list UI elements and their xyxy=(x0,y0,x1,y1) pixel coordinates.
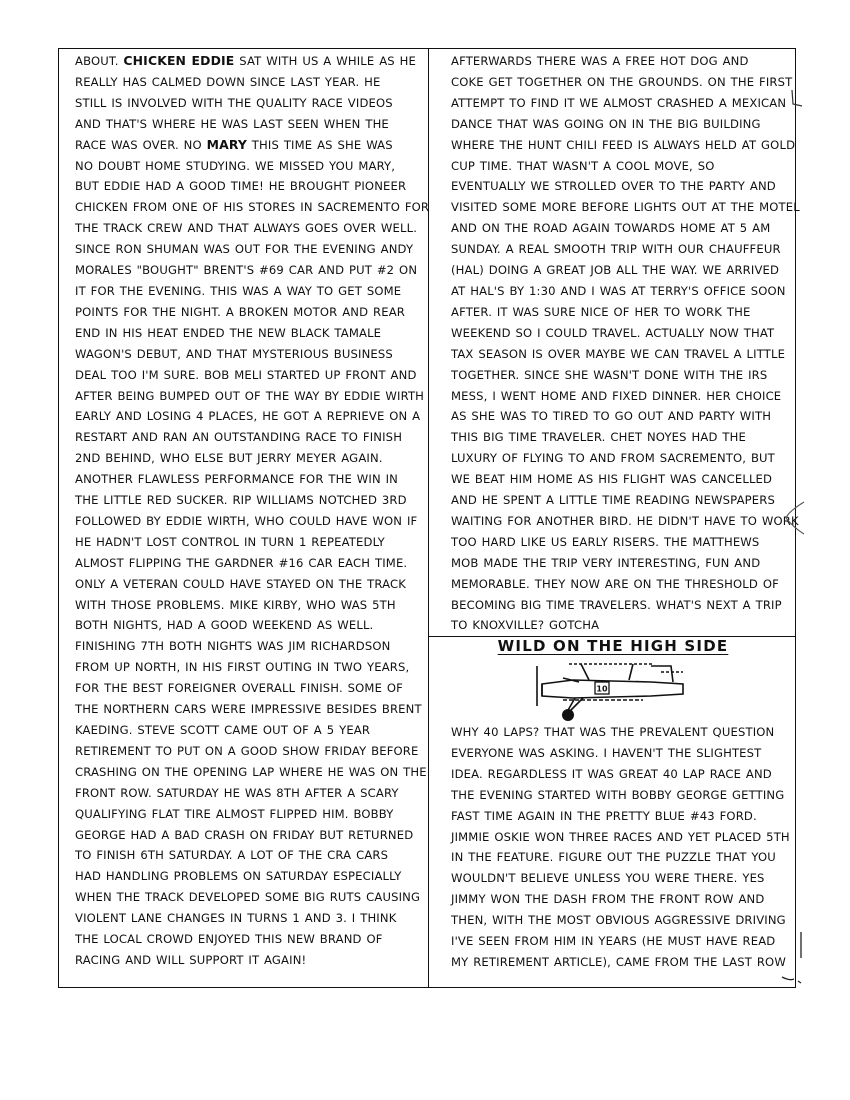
left-column-line: FOLLOWED BY EDDIE WIRTH, WHO COULD HAVE WON IF xyxy=(75,513,418,528)
left-column-line: FOR THE BEST FOREIGNER OVERALL FINISH. SOME OF xyxy=(75,681,403,696)
left-column-line: NO DOUBT HOME STUDYING. WE MISSED YOU MARY, xyxy=(75,158,396,173)
left-column-line: POINTS FOR THE NIGHT. A BROKEN MOTOR AND REAR xyxy=(75,304,405,319)
right-column-line: TO KNOXVILLE? GOTCHA xyxy=(451,618,600,633)
wild-section-line: IDEA. REGARDLESS IT WAS GREAT 40 LAP RACE AND xyxy=(451,766,772,781)
right-column-line: WAITING FOR ANOTHER BIRD. HE DIDN'T HAVE TO WORK xyxy=(451,513,799,528)
wild-section-line: THE EVENING STARTED WITH BOBBY GEORGE GETTING xyxy=(451,787,785,802)
left-column-line: BOTH NIGHTS, HAD A GOOD WEEKEND AS WELL. xyxy=(75,618,374,633)
biplane-logo xyxy=(533,658,693,722)
wild-section-text xyxy=(451,722,790,973)
left-column-line: VIOLENT LANE CHANGES IN TURNS 1 AND 3. I THINK xyxy=(75,911,397,926)
left-column-line: ALMOST FLIPPING THE GARDNER #16 CAR EACH TIME. xyxy=(75,555,408,570)
right-column-line: TOGETHER. SINCE SHE WASN'T DONE WITH THE IRS xyxy=(451,367,768,382)
right-column-line: TAX SEASON IS OVER MAYBE WE CAN TRAVEL A LITTLE xyxy=(451,346,786,361)
wild-section-line: IN THE FEATURE. FIGURE OUT THE PUZZLE THAT YOU xyxy=(451,850,776,865)
left-column-line: SINCE RON SHUMAN WAS OUT FOR THE EVENING ANDY xyxy=(75,242,414,257)
wild-section-line: JIMMY WON THE DASH FROM THE FRONT ROW AND xyxy=(451,892,765,907)
left-column-line: THE LITTLE RED SUCKER. RIP WILLIAMS NOTCHED 3RD xyxy=(75,493,407,508)
right-column-line: AS SHE WAS TO TIRED TO GO OUT AND PARTY WITH xyxy=(451,409,772,424)
left-column-line: MORALES "BOUGHT" BRENT'S #69 CAR AND PUT #2 ON xyxy=(75,263,418,278)
plane-tail xyxy=(651,666,673,682)
section-title-wild-on-the-high-side: WILD ON THE HIGH SIDE xyxy=(497,637,729,655)
margin-mark xyxy=(784,498,806,538)
left-column-text xyxy=(75,51,430,971)
left-column-line: FINISHING 7TH BOTH NIGHTS WAS JIM RICHARDSON xyxy=(75,639,391,654)
column-divider xyxy=(428,48,429,988)
left-column-line: WITH THOSE PROBLEMS. MIKE KIRBY, WHO WAS 5TH xyxy=(75,597,396,612)
left-column-line: RACING AND WILL SUPPORT IT AGAIN! xyxy=(75,952,307,967)
left-column-line: THE NORTHERN CARS WERE IMPRESSIVE BESIDES BRENT xyxy=(75,702,422,717)
wild-section-line: WHY 40 LAPS? THAT WAS THE PREVALENT QUESTION xyxy=(451,725,775,739)
left-column-line: AFTER BEING BUMPED OUT OF THE WAY BY EDDIE WIRTH xyxy=(75,388,425,403)
right-column-line: MEMORABLE. THEY NOW ARE ON THE THRESHOLD OF xyxy=(451,576,779,591)
wild-section-line: FAST TIME AGAIN IN THE PRETTY BLUE #43 FORD. xyxy=(451,808,757,823)
left-column-line xyxy=(75,51,421,72)
right-column-text xyxy=(451,51,800,636)
text-segment: MARY xyxy=(206,136,247,152)
wild-section-line: MY RETIREMENT ARTICLE), CAME FROM THE LAST ROW xyxy=(451,954,786,969)
left-column-line: HE HADN'T LOST CONTROL IN TURN 1 REPEATEDLY xyxy=(75,534,385,549)
right-column-line: AFTERWARDS THERE WAS A FREE HOT DOG AND xyxy=(451,54,749,68)
plane-fuselage xyxy=(542,680,683,698)
left-column-line: THE TRACK CREW AND THAT ALWAYS GOES OVER WELL. xyxy=(75,221,418,236)
left-column-line: DEAL TOO I'M SURE. BOB MELI STARTED UP FRONT AND xyxy=(75,367,417,382)
left-column-line: RESTART AND RAN AN OUTSTANDING RACE TO FINISH xyxy=(75,430,403,445)
left-column-line: 2ND BEHIND, WHO ELSE BUT JERRY MEYER AGAIN. xyxy=(75,451,383,466)
right-column-line: WEEKEND SO I COULD TRAVEL. ACTUALLY NOW THAT xyxy=(451,325,775,340)
right-column-line: AND HE SPENT A LITTLE TIME READING NEWSPAPERS xyxy=(451,493,775,508)
left-column-line: ANOTHER FLAWLESS PERFORMANCE FOR THE WIN IN xyxy=(75,472,399,487)
left-column-line: TO FINISH 6TH SATURDAY. A LOT OF THE CRA CARS xyxy=(75,848,389,863)
margin-mark xyxy=(790,88,804,108)
text-segment: RACE WAS OVER. NO xyxy=(75,137,207,152)
right-column-line: EVENTUALLY WE STROLLED OVER TO THE PARTY AND xyxy=(451,179,776,194)
right-column-line: WHERE THE HUNT CHILI FEED IS ALWAYS HELD AT GOLD xyxy=(451,137,796,152)
right-column-line: LUXURY OF FLYING TO AND FROM SACREMENTO, BUT xyxy=(451,451,775,466)
left-column-line: CHICKEN FROM ONE OF HIS STORES IN SACREMENTO FOR xyxy=(75,200,430,215)
left-column-line: REALLY HAS CALMED DOWN SINCE LAST YEAR. HE xyxy=(75,74,381,89)
left-column-line: HAD HANDLING PROBLEMS ON SATURDAY ESPECIALLY xyxy=(75,869,402,884)
text-segment: ABOUT. xyxy=(75,54,124,68)
left-column-line xyxy=(75,135,421,156)
text-segment: THIS TIME AS SHE WAS xyxy=(246,137,393,152)
text-segment: CHICKEN EDDIE xyxy=(123,53,235,68)
left-column-line: AND THAT'S WHERE HE WAS LAST SEEN WHEN THE xyxy=(75,116,389,131)
right-column-line: (HAL) DOING A GREAT JOB ALL THE WAY. WE ARRIVED xyxy=(451,263,780,278)
left-column-line: FROM UP NORTH, IN HIS FIRST OUTING IN TWO YEARS, xyxy=(75,660,410,675)
wild-section-line: WOULDN'T BELIEVE UNLESS YOU WERE THERE. YES xyxy=(451,871,765,886)
left-column-line: QUALIFYING FLAT TIRE ALMOST FLIPPED HIM. BOBBY xyxy=(75,806,394,821)
left-column-line: ONLY A VETERAN COULD HAVE STAYED ON THE TRACK xyxy=(75,576,406,591)
left-column-line: RETIREMENT TO PUT ON A GOOD SHOW FRIDAY BEFORE xyxy=(75,743,419,758)
right-column-line: VISITED SOME MORE BEFORE LIGHTS OUT AT THE MOTEL xyxy=(451,200,800,215)
left-column-line: WAGON'S DEBUT, AND THAT MYSTERIOUS BUSINESS xyxy=(75,346,393,361)
wild-section-line: I'VE SEEN FROM HIM IN YEARS (HE MUST HAVE READ xyxy=(451,934,776,949)
right-column-line: CUP TIME. THAT WASN'T A COOL MOVE, SO xyxy=(451,158,715,173)
plane-number: 10 xyxy=(596,684,608,694)
left-column-line: CRASHING ON THE OPENING LAP WHERE HE WAS ON THE xyxy=(75,764,427,779)
left-column-line: GEORGE HAD A BAD CRASH ON FRIDAY BUT RETURNED xyxy=(75,827,414,842)
left-column-line: BUT EDDIE HAD A GOOD TIME! HE BROUGHT PIONEER xyxy=(75,179,407,194)
left-column-line: STILL IS INVOLVED WITH THE QUALITY RACE VIDEOS xyxy=(75,95,393,110)
right-column-line: AT HAL'S BY 1:30 AND I WAS AT TERRY'S OFFICE SOON xyxy=(451,283,786,298)
right-column-line: ATTEMPT TO FIND IT WE ALMOST CRASHED A MEXICAN xyxy=(451,95,787,110)
right-column-line: COKE GET TOGETHER ON THE GROUNDS. ON THE FIRST xyxy=(451,74,793,89)
right-column-line: AND ON THE ROAD AGAIN TOWARDS HOME AT 5 AM xyxy=(451,221,771,236)
right-column-line: MOB MADE THE TRIP VERY INTERESTING, FUN AND xyxy=(451,555,761,570)
left-column-line: KAEDING. STEVE SCOTT CAME OUT OF A 5 YEAR xyxy=(75,723,371,737)
right-column-line: BECOMING BIG TIME TRAVELERS. WHAT'S NEXT A TRIP xyxy=(451,597,782,612)
left-column-line: WHEN THE TRACK DEVELOPED SOME BIG RUTS CAUSING xyxy=(75,890,421,905)
left-column-line: END IN HIS HEAT ENDED THE NEW BLACK TAMALE xyxy=(75,325,382,340)
right-column-line: WE BEAT HIM HOME AS HIS FLIGHT WAS CANCELLED xyxy=(451,472,773,487)
margin-mark xyxy=(796,930,806,960)
wild-section-line: JIMMIE OSKIE WON THREE RACES AND YET PLACED 5TH xyxy=(451,829,790,844)
plane-wheel xyxy=(562,709,574,721)
wild-section-line: EVERYONE WAS ASKING. I HAVEN'T THE SLIGHTEST xyxy=(451,745,762,760)
left-column-line: IT FOR THE EVENING. THIS WAS A WAY TO GET SOME xyxy=(75,283,402,298)
right-column-line: DANCE THAT WAS GOING ON IN THE BIG BUILDING xyxy=(451,116,761,131)
right-column-line: TOO HARD LIKE US EARLY RISERS. THE MATTHEWS xyxy=(451,534,760,549)
right-column-line: SUNDAY. A REAL SMOOTH TRIP WITH OUR CHAUFFEUR xyxy=(451,242,781,257)
right-column-line: MESS, I WENT HOME AND FIXED DINNER. HER CHOICE xyxy=(451,388,782,403)
right-column-line: THIS BIG TIME TRAVELER. CHET NOYES HAD THE xyxy=(451,430,746,445)
left-column-line: EARLY AND LOSING 4 PLACES, HE GOT A REPRIEVE ON A xyxy=(75,409,421,424)
wild-section-line: THEN, WITH THE MOST OBVIOUS AGGRESSIVE DRIVING xyxy=(451,913,786,928)
text-segment: SAT WITH US A WHILE AS HE xyxy=(234,54,416,68)
margin-mark xyxy=(780,973,804,987)
left-column-line: THE LOCAL CROWD ENJOYED THIS NEW BRAND OF xyxy=(75,932,383,947)
left-column-line: FRONT ROW. SATURDAY HE WAS 8TH AFTER A SCARY xyxy=(75,785,399,800)
right-column-line: AFTER. IT WAS SURE NICE OF HER TO WORK THE xyxy=(451,304,751,319)
